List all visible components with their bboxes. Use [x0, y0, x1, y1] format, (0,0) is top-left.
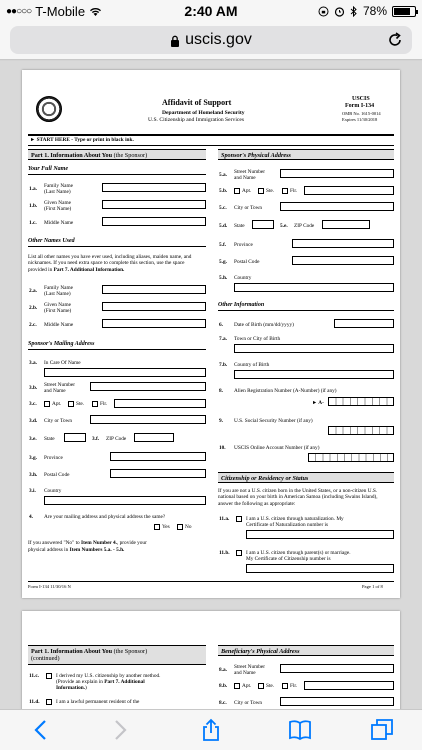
battery-fill: [394, 8, 410, 15]
battery-icon: [392, 6, 416, 17]
q1c-number: 1.c.: [29, 220, 37, 226]
q3d-label: City or Town: [44, 418, 73, 424]
browser-address-area: [0, 22, 422, 60]
footer-form-id: Form I-134 11/30/16 N: [28, 584, 71, 589]
q3b-number: 3.b.: [29, 385, 38, 391]
q9-label: U.S. Social Security Number (if any): [234, 418, 313, 424]
your-full-name-header: Your Full Name: [28, 166, 206, 175]
q5g-label: Postal Code: [234, 259, 260, 265]
q11a-number: 11.a.: [219, 516, 230, 522]
address-bar[interactable]: [10, 26, 412, 54]
q11d-label: I am a lawful permanent resident of the: [56, 699, 140, 705]
q5a-sublabel: and Name: [234, 175, 256, 181]
q11c-number: 11.c.: [29, 673, 40, 679]
q3i-number: 3.i.: [29, 488, 36, 494]
q2a-number: 2.a.: [29, 288, 37, 294]
mailing-address-header: Sponsor's Mailing Address: [28, 341, 206, 350]
a-number-prefix: ► A-: [312, 400, 324, 406]
if-no-line1: [28, 540, 147, 546]
mailing-ste-checkbox[interactable]: [68, 401, 74, 407]
status-right: [318, 4, 416, 18]
mailing-apt-checkbox[interactable]: [44, 401, 50, 407]
q8-label: Alien Registration Number (A-Number) (if any): [234, 388, 337, 394]
q8c-number: 8.c.: [219, 700, 227, 706]
q1b-sublabel: (First Name): [44, 206, 72, 212]
apt-label: Apt.: [52, 401, 62, 407]
q11b-number: 11.b.: [219, 550, 230, 556]
url-text: uscis.gov: [185, 31, 252, 48]
back-icon[interactable]: [30, 718, 54, 742]
q8a-label: Street Number: [234, 664, 266, 670]
derived-citizenship-checkbox[interactable]: [46, 673, 52, 679]
q3b-label: Street Number: [44, 382, 76, 388]
q6-number: 6.: [219, 322, 223, 328]
q5h-number: 5.h.: [219, 275, 228, 281]
q1b-number: 1.b.: [29, 203, 38, 209]
q4-number: 4.: [29, 514, 33, 520]
mailing-zip-input[interactable]: [134, 433, 174, 442]
q3f-number: 3.f.: [92, 436, 100, 442]
q11a-label: I am a U.S. citizen through naturalization. My: [246, 516, 344, 522]
permanent-resident-checkbox[interactable]: [46, 699, 52, 705]
birth-country-input[interactable]: [234, 370, 394, 379]
q11a-sublabel: Certificate of Naturalization number is: [246, 522, 329, 528]
beneficiary-ste-checkbox[interactable]: [258, 683, 264, 689]
q3a-label: In Care Of Name: [44, 360, 81, 366]
q11b-sublabel: My Certificate of Citizenship number is: [246, 556, 331, 562]
q2b-label: Given Name: [44, 302, 71, 308]
beneficiary-unit-input[interactable]: [304, 681, 394, 690]
p2-part1-title: Part 1. Information About You: [31, 648, 113, 655]
share-icon[interactable]: [199, 718, 223, 742]
uscis-label: USCIS: [352, 96, 370, 102]
agency-name: U.S. Citizenship and Immigration Services: [148, 117, 245, 123]
q4-label: Are your mailing address and physical address the same?: [44, 514, 166, 520]
beneficiary-apt-checkbox[interactable]: [234, 683, 240, 689]
q3g-number: 3.g.: [29, 455, 37, 461]
q5a-label: Street Number: [234, 169, 266, 175]
q3e-number: 3.e.: [29, 436, 37, 442]
p2-continued: (continued): [31, 655, 60, 662]
citizenship-number-input[interactable]: [246, 564, 394, 573]
citizenship-instructions: If you are not a U.S. citizen born in the United States, or a non-citizen U.S. national based on your birth in American Samoa (including Swains Island), answer the following as appropriate:: [218, 488, 378, 507]
q3f-label: ZIP Code: [106, 436, 127, 442]
tabs-icon[interactable]: [370, 718, 394, 742]
expires-date: Expires 11/30/2018: [342, 117, 378, 122]
birth-town-input[interactable]: [234, 344, 394, 353]
q3h-number: 3.h.: [29, 472, 38, 478]
physical-state-select[interactable]: [252, 220, 274, 229]
footer-page-number: Page 1 of 8: [362, 584, 383, 589]
header-rule: [28, 134, 394, 136]
q2b-sublabel: (First Name): [44, 308, 72, 314]
dept-name: Department of Homeland Security: [162, 110, 245, 116]
q1b-label: Given Name: [44, 200, 71, 206]
q1a-sublabel: (Last Name): [44, 189, 71, 195]
other-names-instructions: [28, 254, 204, 273]
q5g-number: 5.g.: [219, 259, 227, 265]
q2a-label: Family Name: [44, 285, 73, 291]
q1c-label: Middle Name: [44, 220, 74, 226]
q3a-number: 3.a.: [29, 360, 37, 366]
battery-percent: 78%: [362, 4, 387, 18]
in-care-of-input[interactable]: [44, 368, 206, 377]
if-no-text: If you answered "No" to: [28, 540, 80, 546]
part1-title: Part 1. Information About You: [31, 152, 113, 159]
browser-toolbar: [0, 709, 422, 750]
dob-input[interactable]: [334, 319, 394, 328]
other-names-header: Other Names Used: [28, 238, 206, 247]
form-number: Form I-134: [345, 103, 375, 109]
flr-label-3: Flr.: [290, 683, 298, 689]
physical-street-input[interactable]: [280, 169, 394, 178]
q3d-number: 3.d.: [29, 418, 38, 424]
pdf-viewport[interactable]: [0, 61, 422, 709]
mailing-unit-input[interactable]: [114, 399, 206, 408]
q5e-label: ZIP Code: [294, 223, 315, 229]
form-page-1: [22, 70, 400, 598]
apt-label-3: Apt.: [242, 683, 252, 689]
ste-label-2: Ste.: [266, 188, 275, 194]
beneficiary-street-input[interactable]: [280, 664, 394, 673]
q3b-sublabel: and Name: [44, 388, 66, 394]
citizenship-header: Citizenship or Residency or Status: [218, 472, 394, 483]
physical-unit-input[interactable]: [304, 186, 394, 195]
q1a-label: Family Name: [44, 183, 73, 189]
q5c-label: City or Town: [234, 205, 263, 211]
part1-suffix: (the Sponsor): [113, 152, 148, 159]
alarm-icon: [334, 6, 345, 17]
form-page-2: [22, 611, 400, 709]
q3c-number: 3.c.: [29, 401, 37, 407]
q3e-label: State: [44, 436, 55, 442]
if-no-items: Item Numbers 5.a. - 5.h.: [69, 547, 125, 553]
q5e-number: 5.e.: [280, 223, 288, 229]
parent-citizenship-checkbox[interactable]: [236, 550, 242, 556]
physical-flr-checkbox[interactable]: [282, 188, 288, 194]
q11c-explain: (Provide an explain in: [56, 679, 103, 685]
q5d-label: State: [234, 223, 245, 229]
q8a-sublabel: and Name: [234, 670, 256, 676]
if-no-text-3: physical address in: [28, 547, 69, 553]
q11c-ref-2: Information.: [56, 685, 85, 691]
yes-label: Yes: [162, 524, 170, 530]
other-family-name-input[interactable]: [102, 285, 206, 294]
given-name-input[interactable]: [102, 200, 206, 209]
dhs-seal-icon: [36, 96, 62, 122]
q5a-number: 5.a.: [219, 172, 227, 178]
q11c-end: ): [85, 685, 87, 691]
physical-country-input[interactable]: [234, 283, 394, 292]
q2b-number: 2.b.: [29, 305, 38, 311]
q10-number: 10.: [219, 445, 226, 451]
q11c-label: I derived my U.S. citizenship by another method.: [56, 673, 161, 679]
q9-number: 9.: [219, 418, 223, 424]
physical-postal-input[interactable]: [292, 256, 394, 265]
other-names-text: List all other names you have ever used, including aliases, maiden name, and nicknames. If you need extra space to complete this section, use the space provided in: [28, 254, 192, 273]
q11c-sublabel-2: [56, 685, 87, 691]
start-here: ► START HERE - Type or print in black ink.: [30, 137, 134, 143]
beneficiary-flr-checkbox[interactable]: [282, 683, 288, 689]
no-label: No: [185, 524, 192, 530]
q11c-ref: Part 7. Additional: [104, 679, 145, 685]
p2-part1-suffix: (the Sponsor): [113, 648, 148, 655]
physical-province-input[interactable]: [292, 239, 394, 248]
beneficiary-address-header: Beneficiary's Physical Address: [218, 645, 394, 656]
beneficiary-city-input[interactable]: [280, 697, 394, 706]
physical-apt-checkbox[interactable]: [234, 188, 240, 194]
flr-label-2: Flr.: [290, 188, 298, 194]
other-info-header: Other Information: [218, 302, 394, 311]
same-address-no-checkbox[interactable]: [177, 524, 183, 530]
naturalization-number-input[interactable]: [246, 530, 394, 539]
status-bar: [0, 0, 422, 22]
q7a-number: 7.a.: [219, 336, 227, 342]
q2c-label: Middle Name: [44, 322, 74, 328]
carrier-label: T-Mobile: [35, 4, 86, 19]
mailing-state-select[interactable]: [64, 433, 86, 442]
q8-number: 8.: [219, 388, 223, 394]
same-address-yes-checkbox[interactable]: [154, 524, 160, 530]
physical-ste-checkbox[interactable]: [258, 188, 264, 194]
start-rule: [28, 145, 394, 146]
q1a-number: 1.a.: [29, 186, 37, 192]
q3i-label: Country: [44, 488, 62, 494]
if-no-text-2: , provide your: [116, 540, 147, 546]
q8c-label: City or Town: [234, 700, 263, 706]
apt-label-2: Apt.: [242, 188, 252, 194]
q5f-number: 5.f.: [219, 242, 227, 248]
flr-label: Flr.: [100, 401, 108, 407]
q7b-number: 7.b.: [219, 362, 228, 368]
physical-address-header: Sponsor's Physical Address: [218, 149, 394, 160]
q7a-label: Town or City of Birth: [234, 336, 281, 342]
q3h-label: Postal Code: [44, 472, 70, 478]
q8a-number: 8.a.: [219, 667, 227, 673]
mailing-city-input[interactable]: [90, 415, 206, 424]
other-given-name-input[interactable]: [102, 302, 206, 311]
status-time: 2:40 AM: [184, 3, 238, 19]
physical-zip-input[interactable]: [322, 220, 370, 229]
rotation-lock-icon: [318, 6, 329, 17]
form-title: Affidavit of Support: [162, 98, 232, 107]
if-no-item: Item Number 4.: [81, 540, 117, 546]
omb-number: OMB No. 1615-0014: [342, 111, 381, 116]
mailing-postal-input[interactable]: [110, 469, 206, 478]
middle-name-input[interactable]: [102, 217, 206, 226]
other-names-ref: Part 7. Additional Information.: [53, 266, 125, 273]
mailing-province-input[interactable]: [110, 452, 206, 461]
q2a-sublabel: (Last Name): [44, 291, 71, 297]
bluetooth-icon: [350, 6, 358, 17]
ste-label-3: Ste.: [266, 683, 275, 689]
q11d-number: 11.d.: [29, 699, 40, 705]
ste-label: Ste.: [76, 401, 85, 407]
q8b-number: 8.b.: [219, 683, 228, 689]
q5c-number: 5.c.: [219, 205, 227, 211]
mailing-street-input[interactable]: [90, 382, 206, 391]
p2-part1-header: [28, 645, 206, 665]
if-no-line2: [28, 547, 124, 553]
other-middle-name-input[interactable]: [102, 319, 206, 328]
a-number-input[interactable]: [328, 397, 394, 406]
ssn-input[interactable]: [328, 426, 394, 435]
mailing-flr-checkbox[interactable]: [92, 401, 98, 407]
q3g-label: Province: [44, 455, 63, 461]
q5d-number: 5.d.: [219, 223, 228, 229]
forward-icon[interactable]: [107, 718, 131, 742]
lock-icon: [170, 35, 180, 47]
q5h-label: Country: [234, 275, 252, 281]
q5b-number: 5.b.: [219, 188, 228, 194]
naturalization-checkbox[interactable]: [236, 516, 242, 522]
bookmarks-icon[interactable]: [288, 718, 312, 742]
q2c-number: 2.c.: [29, 322, 37, 328]
signal-icon: ●●○○○: [6, 6, 32, 17]
part1-header: [28, 149, 206, 160]
online-account-input[interactable]: [308, 453, 394, 462]
q11b-label: I am a U.S. citizen through parent(s) or marriage.: [246, 550, 351, 556]
mailing-country-input[interactable]: [44, 496, 206, 505]
physical-city-input[interactable]: [280, 202, 394, 211]
q6-label: Date of Birth (mm/dd/yyyy): [234, 322, 294, 328]
q5f-label: Province: [234, 242, 253, 248]
q10-label: USCIS Online Account Number (if any): [234, 445, 320, 451]
q7b-label: Country of Birth: [234, 362, 270, 368]
family-name-input[interactable]: [102, 183, 206, 192]
footer-rule: [28, 581, 394, 582]
reload-icon[interactable]: [386, 31, 404, 49]
